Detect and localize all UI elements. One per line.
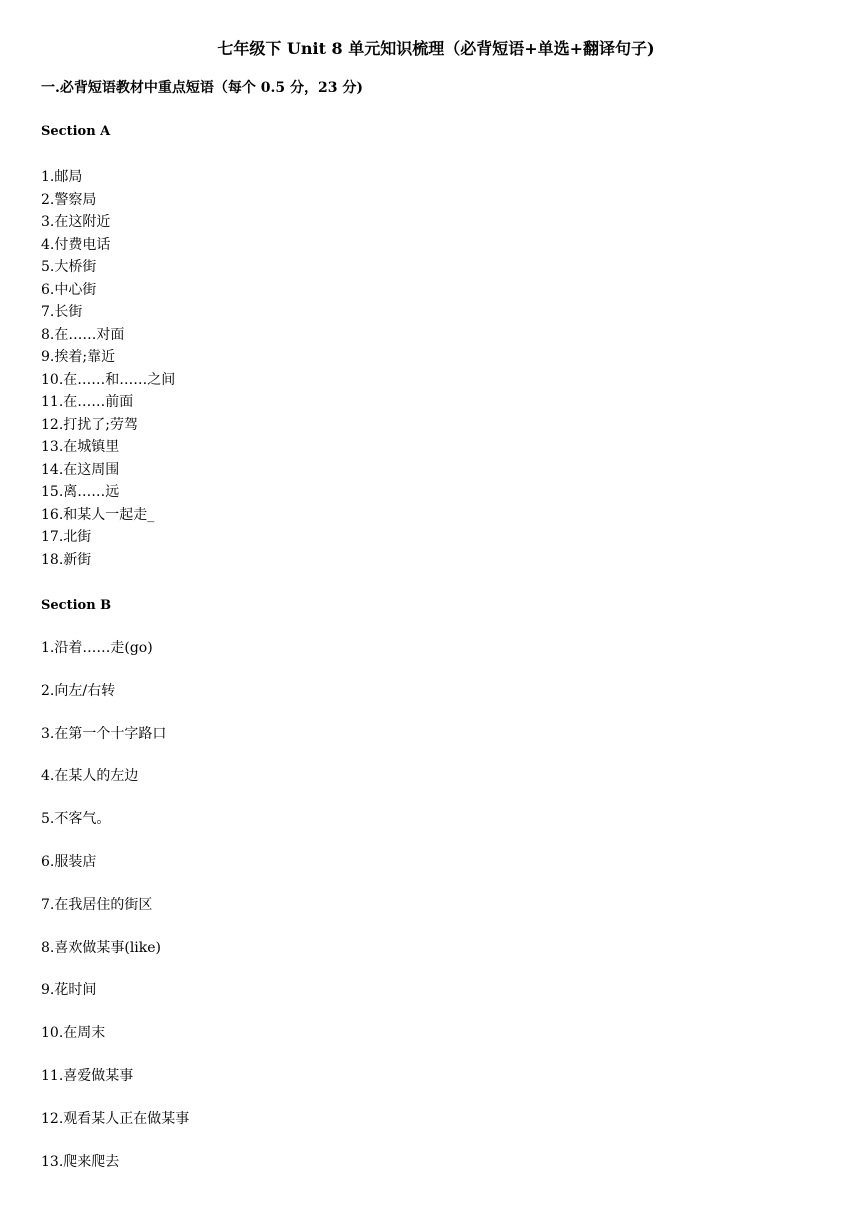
list-item: 9.花时间 — [41, 982, 97, 999]
list-item: 4.在某人的左边 — [41, 768, 139, 785]
list-item: 2.向左/右转 — [41, 682, 116, 699]
list-item: 11.在……前面 — [41, 394, 134, 410]
list-item: 13.爬来爬去 — [41, 1153, 120, 1170]
list-item: 12.打扰了;劳驾 — [41, 416, 138, 433]
list-item: 8.喜欢做某事(like) — [41, 939, 162, 956]
list-item: 7.在我居住的街区 — [41, 896, 153, 913]
list-item: 6.服装店 — [41, 853, 97, 870]
list-item: 12.观看某人正在做某事 — [41, 1110, 190, 1127]
list-item: 5.大桥街 — [41, 259, 97, 275]
section-b-heading: Section B — [41, 598, 112, 613]
list-item: 8.在……对面 — [41, 326, 125, 343]
list-item: 16.和某人一起走_ — [41, 506, 155, 523]
list-item: 10.在周末 — [41, 1025, 106, 1042]
section-b-phrase-list — [41, 637, 189, 1193]
list-item: 10.在……和……之间 — [41, 371, 176, 388]
page-title: 七年级下 Unit 8 单元知识梳理（必背短语+单选+翻译句子) — [217, 39, 655, 58]
section-a-phrase-list — [41, 166, 175, 571]
section-a-heading: Section A — [41, 124, 111, 139]
list-item: 14.在这周围 — [41, 461, 120, 478]
list-item: 1.沿着……走(go) — [41, 640, 153, 656]
list-item: 5.不客气。 — [41, 811, 111, 828]
list-item: 17.北街 — [41, 529, 92, 545]
list-item: 3.在这附近 — [41, 214, 111, 230]
list-item: 6.中心街 — [41, 281, 97, 298]
list-item: 4.付费电话 — [41, 236, 111, 253]
list-item: 3.在第一个十字路口 — [41, 725, 167, 742]
list-item: 7.长街 — [41, 304, 83, 320]
list-item: 9.挨着;靠近 — [41, 349, 116, 365]
list-item: 11.喜爱做某事 — [41, 1067, 134, 1084]
part1-heading: 一.必背短语教材中重点短语（每个 0.5 分，23 分) — [41, 80, 363, 96]
list-item: 13.在城镇里 — [41, 439, 120, 455]
list-item: 15.离……远 — [41, 484, 120, 500]
list-item: 18.新街 — [41, 551, 92, 568]
list-item: 2.警察局 — [41, 191, 97, 208]
list-item: 1.邮局 — [41, 169, 83, 185]
